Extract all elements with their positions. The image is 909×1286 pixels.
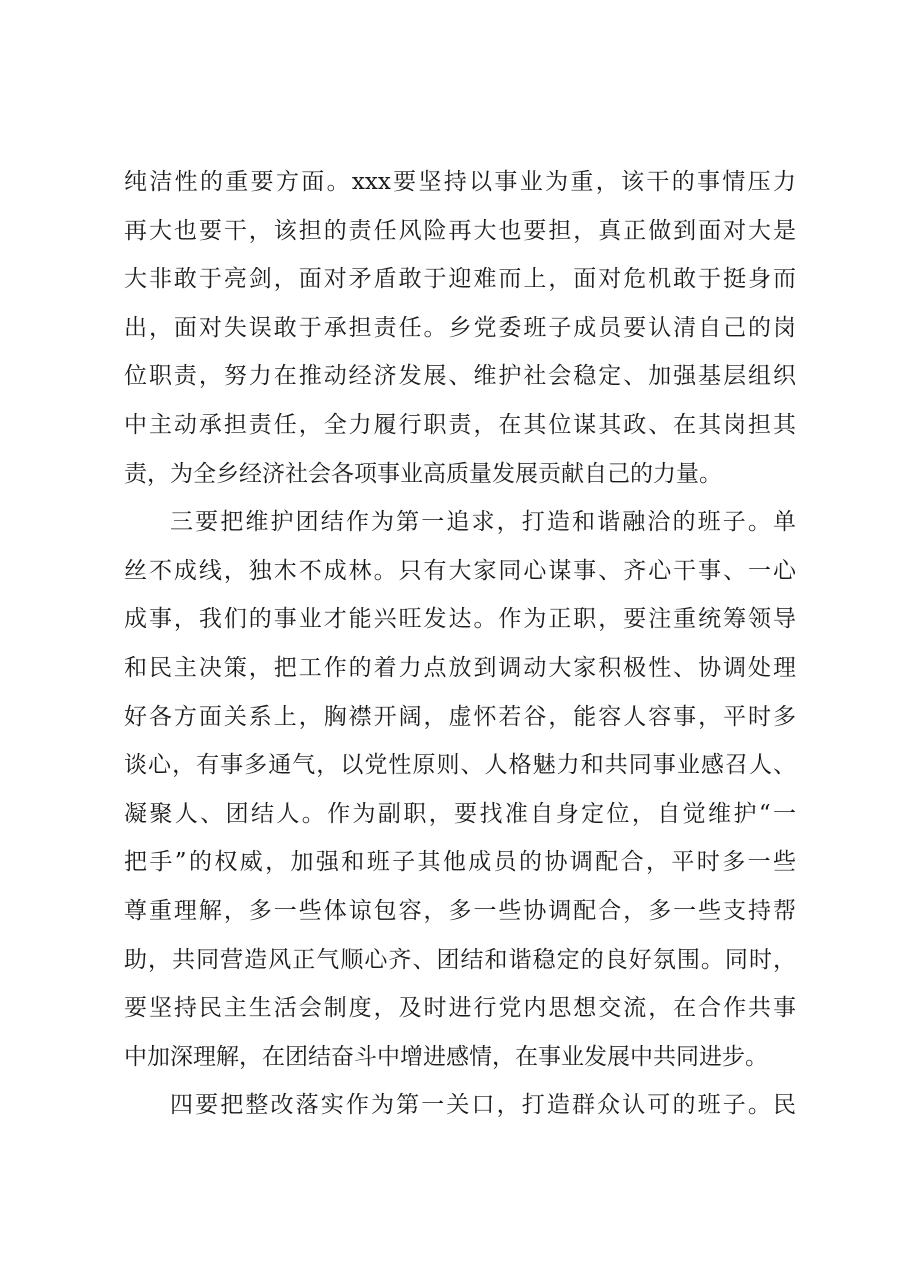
text-line: 责，为全乡经济社会各项事业高质量发展贡献自己的力量。 bbox=[124, 460, 722, 487]
text-line: 好各方面关系上，胸襟开阔，虚怀若谷，能容人容事，平时多 bbox=[124, 703, 796, 730]
text-line: 谈心，有事多通气，以党性原则、人格魅力和共同事业感召人、 bbox=[124, 752, 796, 779]
text-line: 尊重理解，多一些体谅包容，多一些协调配合，多一些支持帮 bbox=[124, 897, 796, 924]
text-line: 助，共同营造风正气顺心齐、团结和谐稳定的良好氛围。同时， bbox=[124, 946, 796, 973]
text-line: 大非敢于亮剑，面对矛盾敢于迎难而上，面对危机敢于挺身而 bbox=[124, 266, 796, 293]
text-line: 凝聚人、团结人。作为副职，要找准自身定位，自觉维护“一 bbox=[124, 800, 796, 827]
text-line: 要坚持民主生活会制度，及时进行党内思想交流，在合作共事 bbox=[124, 995, 796, 1022]
text-line: 再大也要干，该担的责任风险再大也要担，真正做到面对大是 bbox=[124, 217, 796, 244]
text-line: 中加深理解，在团结奋斗中增进感情，在事业发展中共同进步。 bbox=[124, 1043, 768, 1070]
text-line: 位职责，努力在推动经济发展、维护社会稳定、加强基层组织 bbox=[124, 363, 796, 390]
text-line: 纯洁性的重要方面。xxx要坚持以事业为重，该干的事情压力 bbox=[124, 169, 796, 195]
text-line: 成事，我们的事业才能兴旺发达。作为正职，要注重统筹领导 bbox=[124, 606, 796, 633]
text-line: 把手”的权威，加强和班子其他成员的协调配合，平时多一些 bbox=[124, 849, 796, 876]
body-text bbox=[124, 158, 796, 1130]
text-line: 和民主决策，把工作的着力点放到调动大家积极性、协调处理 bbox=[124, 654, 796, 681]
text-line: 丝不成线，独木不成林。只有大家同心谋事、齐心干事、一心 bbox=[124, 557, 796, 584]
text-line: 出，面对失误敢于承担责任。乡党委班子成员要认清自己的岗 bbox=[124, 314, 796, 341]
text-line: 中主动承担责任，全力履行职责，在其位谋其政、在其岗担其 bbox=[124, 411, 796, 438]
paragraph-start-line: 三要把维护团结作为第一追求，打造和谐融洽的班子。单 bbox=[170, 509, 796, 536]
paragraph-start-line: 四要把整改落实作为第一关口，打造群众认可的班子。民 bbox=[170, 1092, 796, 1119]
